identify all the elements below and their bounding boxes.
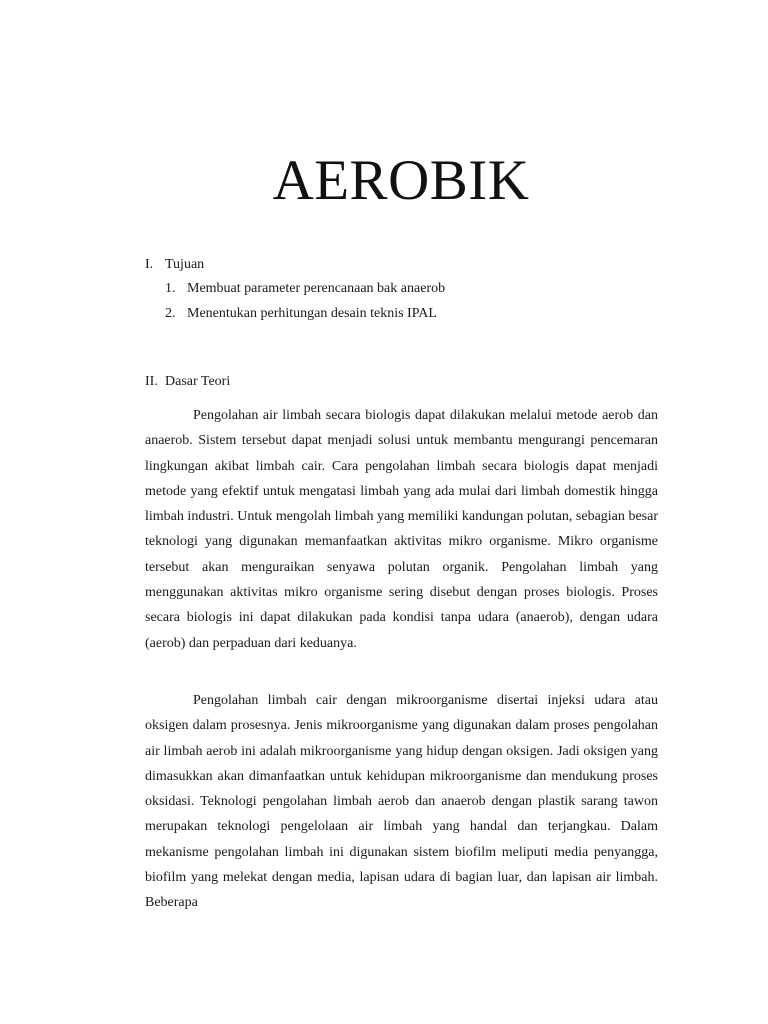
list-item-text: Membuat parameter perencanaan bak anaerob — [187, 281, 446, 296]
list-item-text: Menentukan perhitungan desain teknis IPAL — [187, 306, 437, 321]
list-item-number: 2. — [165, 306, 176, 321]
body-paragraph: Pengolahan limbah cair dengan mikroorganisme disertai injeksi udara atau oksigen dalam prosesnya. Jenis mikroorganisme yang digunakan dalam proses pengolahan air limbah aerob ini adalah mikroorganisme yang hidup dengan oksigen. Jadi oksigen yang dimasukkan akan dimanfaatkan untuk kehidupan mikroorganisme dan mendukung proses oksidasi. Teknologi pengolahan limbah aerob dan anaerob dengan plastik sarang tawon merupakan teknologi pengelolaan air limbah yang handal dan terjangkau. Dalam mekanisme pengolahan limbah ini digunakan sistem biofilm meliputi media penyangga, biofilm yang melekat dengan media, lapisan udara di bagian luar, dan lapisan air limbah. Beberapa — [145, 693, 658, 911]
section-number: II. — [145, 374, 158, 389]
section-heading-dasar-teori — [145, 373, 230, 391]
objectives-list — [165, 280, 445, 330]
section-heading-tujuan — [145, 256, 204, 274]
body-paragraph: Pengolahan air limbah secara biologis dapat dilakukan melalui metode aerob dan anaerob. Sistem tersebut dapat menjadi solusi untuk membantu mengurangi pencemaran lingkungan akibat limbah cair. Cara pengolahan limbah secara biologis dapat menjadi metode yang efektif untuk mengatasi limbah yang ada mulai dari limbah domestik hingga limbah industri. Untuk mengolah limbah yang memiliki kandungan polutan, sebagian besar teknologi yang digunakan memanfaatkan aktivitas mikro organisme. Mikro organisme tersebut akan menguraikan senyawa polutan organik. Pengolahan limbah yang menggunakan aktivitas mikro organisme sering disebut dengan proses biologis. Proses secara biologis ini dapat dilakukan pada kondisi tanpa udara (anaerob), dengan udara (aerob) dan perpaduan dari keduanya. — [145, 408, 658, 651]
document-title: AEROBIK — [272, 149, 530, 212]
section-title: Tujuan — [165, 257, 205, 272]
section-number: I. — [145, 257, 154, 272]
list-item — [165, 305, 445, 330]
list-item — [165, 280, 445, 305]
section-title: Dasar Teori — [165, 374, 231, 389]
list-item-number: 1. — [165, 281, 176, 296]
